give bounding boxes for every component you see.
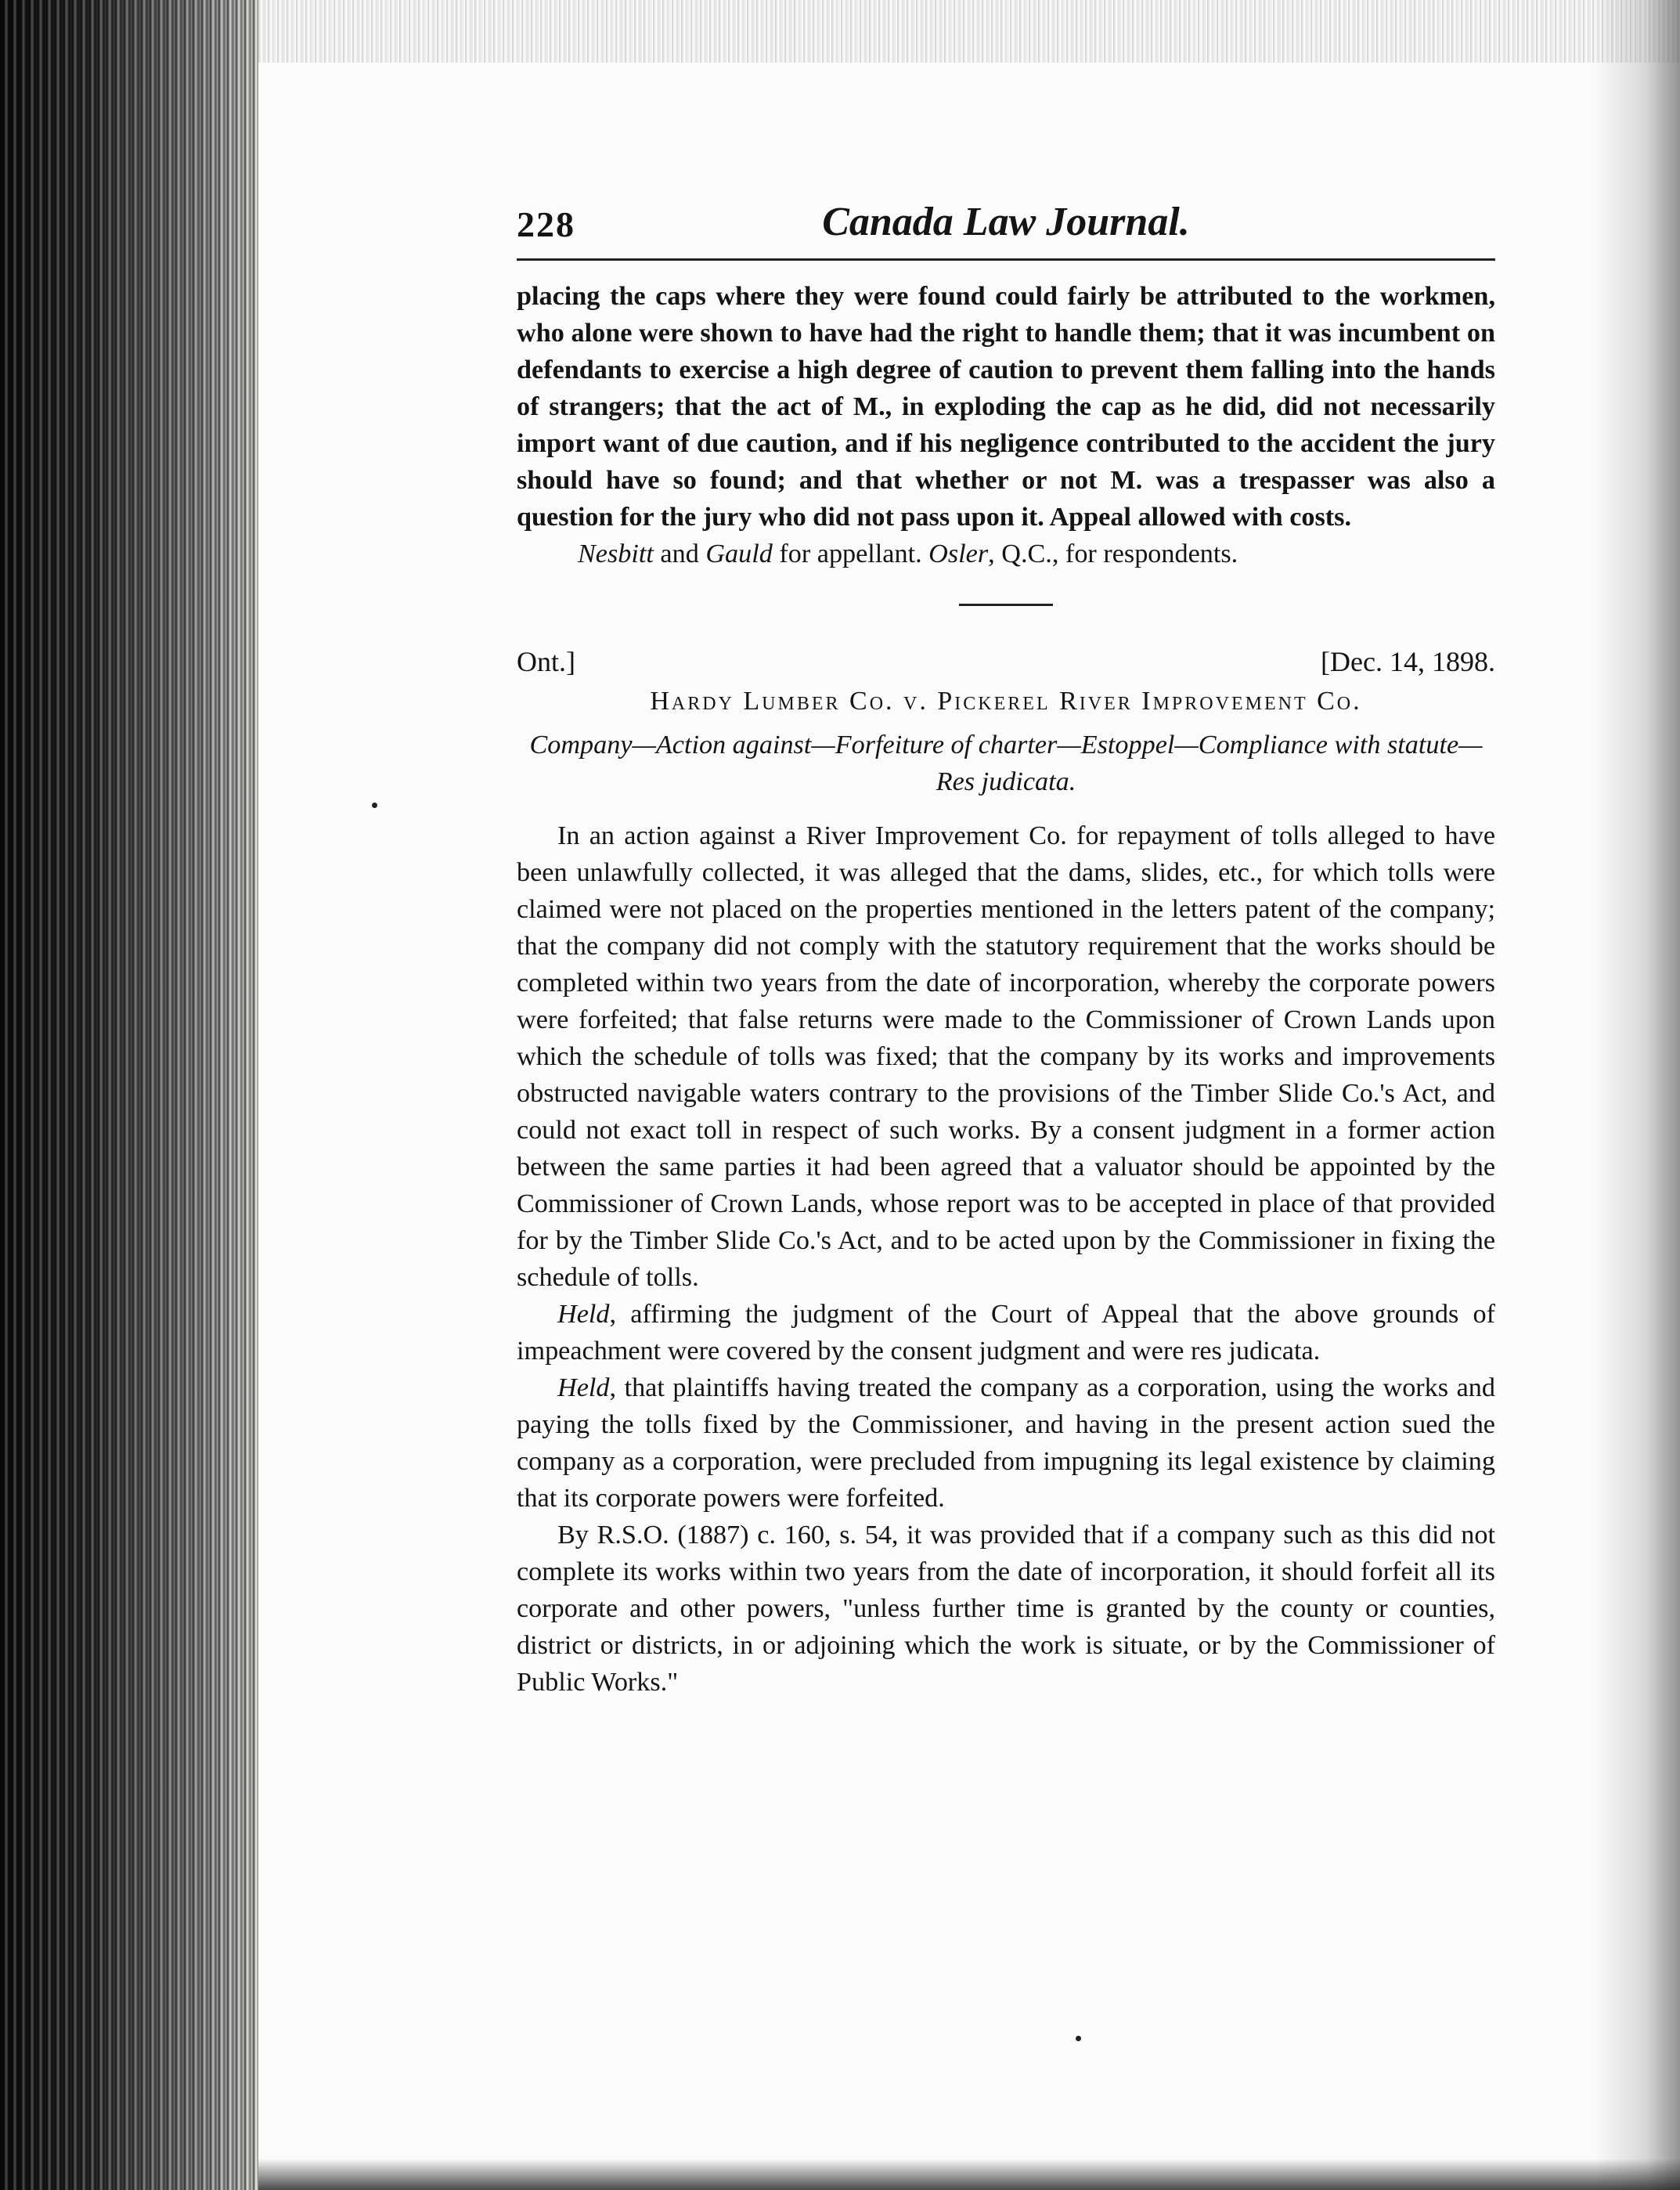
held-label: Held bbox=[557, 1300, 610, 1329]
case-court-line bbox=[517, 645, 1495, 683]
continuation-section bbox=[517, 278, 1495, 536]
page-number: 228 bbox=[517, 204, 575, 244]
scan-top-edge bbox=[258, 0, 1680, 63]
speck-mark bbox=[372, 803, 377, 808]
body-paragraph: In an action against a River Improvement Co. for repayment of tolls alleged to have been unlawfully collected, it was alleged that the dams, slides, etc., for which tolls were claimed were not placed on the properties mentioned in the letters patent of the company; that the company did not comply with the statutory requirement that the works should be completed within two years from the date of incorporation, whereby the corporate powers were forfeited; that false returns were made to the Commissioner of Crown Lands upon which the schedule of tolls was fixed; that the company by its works and improvements obstructed navigable waters contrary to the provisions of the Timber Slide Co.'s Act, and could not exact toll in respect of such works. By a consent judgment in a former action between the same parties it had been agreed that a valuator should be appointed by the Commissioner of Crown Lands, whose report was to be accepted in place of that provided for by the Timber Slide Co.'s Act, and to be acted upon by the Commissioner in fixing the schedule of tolls. bbox=[517, 821, 1495, 1292]
held-label: Held bbox=[557, 1373, 610, 1402]
counsel-line: Nesbitt and Gauld for appellant. Osler, Q.C., for respondents. bbox=[578, 539, 1238, 568]
case-court: Ont.] bbox=[517, 646, 575, 677]
case-title: Hardy Lumber Co. v. Pickerel River Improvement Co. bbox=[650, 687, 1362, 716]
counsel-name: Gauld bbox=[705, 539, 773, 568]
scan-binding-shadow bbox=[0, 0, 258, 2190]
counsel-name: Nesbitt bbox=[578, 539, 654, 568]
journal-page bbox=[517, 196, 1495, 1701]
continuation-paragraph: placing the caps where they were found could fairly be attributed to the workmen, who alone were shown to have had the right to handle them; that it was incumbent on defendants to exercise a high degree of caution to prevent them falling into the hands of strangers; that the act of M., in exploding the cap as he did, did not necessarily import want of due caution, and if his negligence contributed to the accident the jury should have so found; and that whether or not M. was a trespasser was also a question for the jury who did not pass upon it. Appeal allowed with costs. bbox=[517, 282, 1495, 532]
journal-title: Canada Law Journal. bbox=[822, 200, 1190, 244]
page-header bbox=[517, 196, 1495, 258]
case-headnote: Company—Action against—Forfeiture of charter—Estoppel—Compliance with statute—Res judicata. bbox=[529, 731, 1483, 796]
speck-mark bbox=[1076, 2036, 1081, 2041]
held-paragraph: Held, that plaintiffs having treated the company as a corporation, using the works and paying the tolls fixed by the Commissioner, and having in the present action sued the company as a corporation, were precluded from impugning its legal existence by claiming that its corporate powers were forfeited. bbox=[517, 1373, 1495, 1513]
held-paragraph: Held, affirming the judgment of the Court of Appeal that the above grounds of impeachment were covered by the consent judgment and were res judicata. bbox=[517, 1300, 1495, 1366]
counsel-name: Osler bbox=[928, 539, 989, 568]
body-paragraph: By R.S.O. (1887) c. 160, s. 54, it was provided that if a company such as this did not complete its works within two years from the date of incorporation, it should forfeit all its corporate and other powers, "unless further time is granted by the county or counties, district or districts, in or adjoining which the work is situate, or by the Commissioner of Public Works." bbox=[517, 1521, 1495, 1697]
scan-bottom-edge bbox=[258, 2159, 1680, 2190]
case-date: [Dec. 14, 1898. bbox=[1321, 646, 1495, 677]
scan-right-edge bbox=[1594, 0, 1680, 2190]
section-divider bbox=[959, 604, 1053, 606]
header-rule bbox=[517, 258, 1495, 261]
